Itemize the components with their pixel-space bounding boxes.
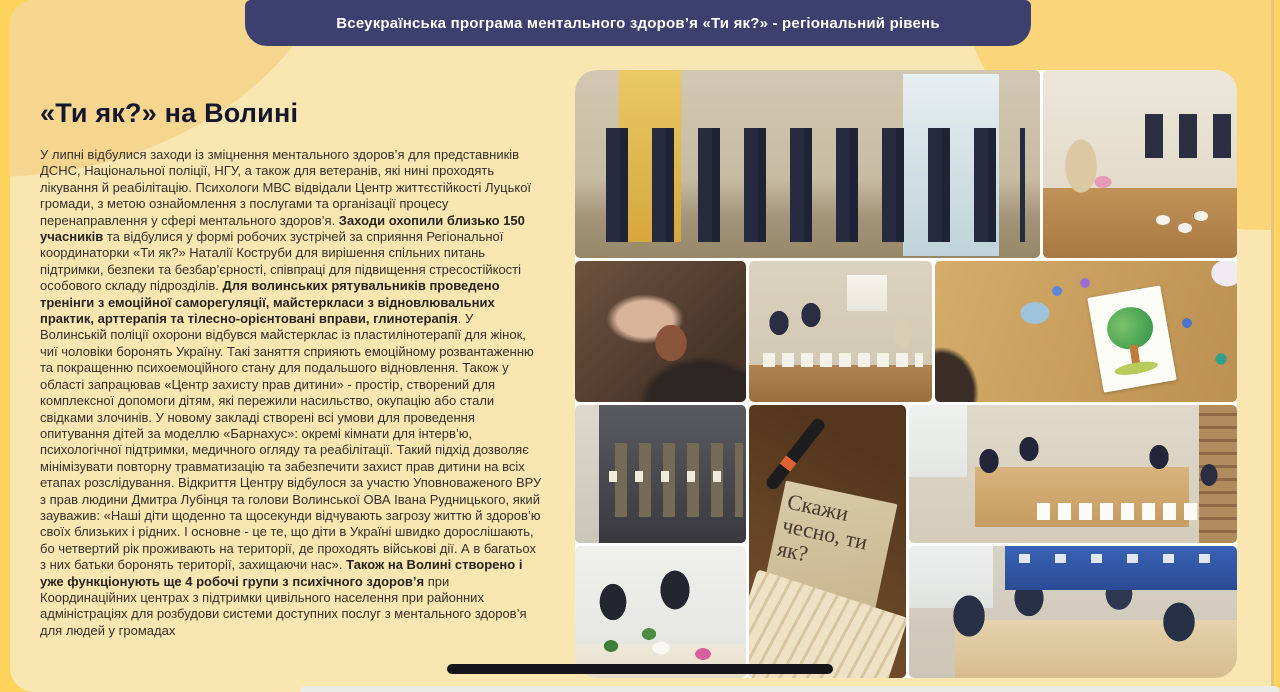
book-cover-title: Скажи чесно, ти як? [775,488,870,567]
photo-collage [575,70,1237,678]
photo-team-lineup [575,70,1040,258]
photo-rescuers-writing [909,546,1237,678]
photo-classroom-visit [1043,70,1237,258]
program-banner-title: Всеукраїнська програма ментального здоров’я «Ти як?» - регіональний рівень [336,14,940,32]
article-paragraph: У липні відбулися заходи із зміцнення ментального здоров’я для представників ДСНС, Національної поліції, НГУ, а також для ветеранів, які нині проходять лікування й реабілітацію. Психологи МВС відвідали Центр життєстійкості Луцької громади, з метою ознайомлення з послугами та організації процесу перенаправлення у сфері ментального здоров’я. Заходи охопили близько 150 учасників та відбулися у формі робочих зустрічей за сприяння Регіональної координаторки «Ти як?» Наталії Коструби для вирішення спільних питань підтримки, безпеки та безбар’єрності, співпраці для підвищення стресостійкості особового складу підрозділів. Для волинських рятувальників проведено тренінги з емоційної саморегуляції, майстеркласи з відновлювальних практик, арттерапія та тілесно-орієнтовані вправи, глинотерапія. У Волинській поліції охорони відбувся майстерклас із пластилінотерапії для жінок, чиї чоловіки боронять Україну. Такі заняття сприяють емоційному розвантаженню та покращенню психоемоційного стану для подальшого відновлення. Також у області запрацював «Центр захисту прав дитини» - простір, створений для комплексної допомоги дітям, які пережили насильство, окупацію або стали свідками злочинів. У новому закладі створені всі умови для проведення опитування дітей за моделлю «Барнахус»: окремі кімнати для інтерв’ю, психологічної підтримки, медичного огляду та реабілітації. Такий підхід дозволяє мінімізувати повторну травматизацію та забезпечити захист прав дитини на всіх етапах розслідування. Відкриття Центру відбулося за участю Уповноваженого ВРУ з прав людини Дмитра Лубінця та голови Волинської ОВА Івана Рудницького, який зауважив: «Наші діти щоденно та щосекунди відчувають загрозу життю й здоров’ю своїх близьких і рідних. І основне - це те, що діти в Україні швидко дорослішають, бо четвертий рік проживають на території, де проходять військові дії. А в багатьох з них батьки боронять території, захищаючи нас». Також на Волині створено і уже функціонують ще 4 робочі групи з психічного здоров’я при Координаційних центрах з підтримки цивільного населення при районних адміністраціях для розбудови системи доступних послуг з ментального здоров’я для людей у громадах [40,147,542,638]
program-banner [245,0,1031,46]
photo-honesty-book [749,405,906,678]
photo-working-meeting [749,261,932,402]
photo-edge-bar [447,664,833,674]
slide-right-edge-line [1271,0,1274,692]
page-title: «Ти як?» на Волині [40,98,299,128]
photo-plasticine-tree [935,261,1237,402]
photo-plant-gifts [575,546,746,678]
garden-trowel [764,416,827,492]
tree-drawing-card [1087,285,1177,392]
photo-certificates-group [575,405,746,543]
next-page-edge [300,686,1280,692]
photo-qr-roundtable [909,405,1237,543]
tree-grass [1114,359,1159,377]
photo-clay-therapy [575,261,746,402]
